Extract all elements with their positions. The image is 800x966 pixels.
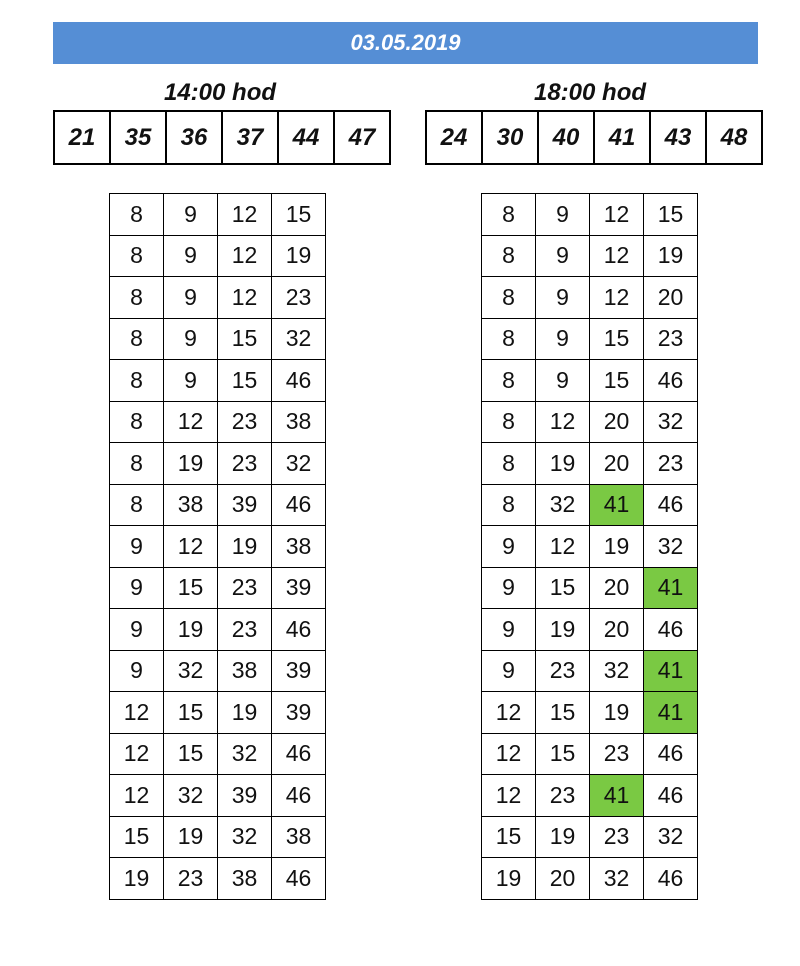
combination-cell: 19 (536, 443, 590, 485)
combination-row (482, 609, 698, 651)
combination-cell: 32 (164, 775, 218, 817)
combination-cell: 9 (482, 650, 536, 692)
drawn-number: 40 (539, 112, 595, 165)
date-banner (53, 22, 758, 64)
combination-cell: 8 (110, 318, 164, 360)
combination-row (482, 484, 698, 526)
combination-cell: 32 (218, 733, 272, 775)
combination-cell: 15 (536, 733, 590, 775)
combination-cell: 38 (272, 526, 326, 568)
combination-cell: 12 (218, 194, 272, 236)
combination-cell: 23 (218, 443, 272, 485)
combination-cell: 9 (164, 235, 218, 277)
combination-cell: 23 (536, 650, 590, 692)
combination-row (482, 526, 698, 568)
combination-cell: 8 (482, 443, 536, 485)
combination-cell: 9 (536, 318, 590, 360)
combination-cell: 20 (590, 609, 644, 651)
combination-cell: 8 (482, 360, 536, 402)
combination-cell: 41 (590, 484, 644, 526)
combination-cell: 19 (644, 235, 698, 277)
combination-row (110, 775, 326, 817)
combination-cell: 39 (272, 567, 326, 609)
combination-cell: 12 (590, 235, 644, 277)
combination-cell: 8 (110, 401, 164, 443)
combination-cell: 38 (272, 816, 326, 858)
combination-cell: 9 (536, 235, 590, 277)
combination-row (110, 194, 326, 236)
combination-cell: 23 (218, 401, 272, 443)
combination-cell: 46 (272, 484, 326, 526)
combination-cell: 23 (644, 443, 698, 485)
combination-row (482, 318, 698, 360)
drawn-number: 47 (335, 112, 391, 165)
combination-cell: 15 (164, 733, 218, 775)
combination-cell: 41 (644, 567, 698, 609)
combination-row (482, 401, 698, 443)
combination-row (482, 650, 698, 692)
combination-cell: 12 (110, 692, 164, 734)
combination-cell: 46 (644, 733, 698, 775)
combination-cell: 15 (164, 567, 218, 609)
combination-cell: 46 (644, 858, 698, 900)
combination-cell: 20 (536, 858, 590, 900)
combination-cell: 9 (536, 360, 590, 402)
combination-cell: 15 (110, 816, 164, 858)
draw-2-numbers (425, 110, 763, 165)
combination-cell: 15 (272, 194, 326, 236)
combination-row (482, 775, 698, 817)
combination-cell: 39 (272, 692, 326, 734)
drawn-number: 24 (427, 112, 483, 165)
combination-row (110, 318, 326, 360)
combination-cell: 9 (164, 318, 218, 360)
combination-cell: 9 (482, 609, 536, 651)
combination-cell: 15 (164, 692, 218, 734)
combination-row (110, 443, 326, 485)
combination-cell: 12 (536, 526, 590, 568)
combination-cell: 38 (218, 650, 272, 692)
combination-cell: 23 (536, 775, 590, 817)
combination-cell: 46 (272, 775, 326, 817)
combination-cell: 32 (644, 401, 698, 443)
combination-cell: 12 (482, 692, 536, 734)
combination-cell: 32 (272, 318, 326, 360)
combination-cell: 46 (272, 858, 326, 900)
combination-cell: 19 (164, 609, 218, 651)
combination-cell: 8 (110, 484, 164, 526)
combination-cell: 20 (644, 277, 698, 319)
combination-row (110, 401, 326, 443)
combination-row (110, 733, 326, 775)
combination-cell: 46 (644, 360, 698, 402)
draw-2-title: 18:00 hod (533, 79, 647, 106)
combination-cell: 46 (644, 609, 698, 651)
combination-cell: 39 (218, 775, 272, 817)
combination-cell: 23 (218, 609, 272, 651)
combination-cell: 41 (644, 650, 698, 692)
combination-row (482, 194, 698, 236)
combination-cell: 15 (590, 318, 644, 360)
draw-1-numbers (53, 110, 391, 165)
combination-row (110, 526, 326, 568)
combination-cell: 46 (272, 609, 326, 651)
combination-cell: 9 (164, 194, 218, 236)
draw-1-combinations-table (109, 193, 326, 900)
draw-1-title: 14:00 hod (163, 79, 277, 106)
combination-row (482, 235, 698, 277)
combination-cell: 9 (110, 609, 164, 651)
combination-cell: 15 (644, 194, 698, 236)
combination-cell: 9 (164, 360, 218, 402)
combination-row (110, 858, 326, 900)
combination-cell: 9 (536, 194, 590, 236)
combination-cell: 12 (110, 775, 164, 817)
combination-cell: 32 (218, 816, 272, 858)
combination-cell: 15 (218, 360, 272, 402)
combination-cell: 20 (590, 401, 644, 443)
combination-cell: 19 (536, 609, 590, 651)
combination-cell: 12 (482, 775, 536, 817)
combination-cell: 19 (590, 692, 644, 734)
combination-cell: 19 (164, 443, 218, 485)
combination-row (110, 609, 326, 651)
combination-row (110, 484, 326, 526)
combination-cell: 38 (218, 858, 272, 900)
combination-cell: 15 (536, 567, 590, 609)
combination-cell: 8 (482, 484, 536, 526)
combination-row (110, 277, 326, 319)
combination-cell: 12 (164, 526, 218, 568)
combination-cell: 8 (482, 401, 536, 443)
combination-cell: 46 (644, 775, 698, 817)
combination-row (482, 277, 698, 319)
combination-cell: 9 (110, 567, 164, 609)
combination-cell: 32 (644, 816, 698, 858)
combination-cell: 41 (590, 775, 644, 817)
combination-cell: 19 (590, 526, 644, 568)
drawn-number: 41 (595, 112, 651, 165)
combination-cell: 39 (218, 484, 272, 526)
combination-cell: 8 (110, 277, 164, 319)
drawn-number: 21 (55, 112, 111, 165)
drawn-number: 30 (483, 112, 539, 165)
drawn-number: 43 (651, 112, 707, 165)
combination-cell: 19 (218, 692, 272, 734)
combination-cell: 12 (110, 733, 164, 775)
combination-cell: 46 (272, 733, 326, 775)
combination-cell: 32 (272, 443, 326, 485)
combination-row (110, 567, 326, 609)
combination-cell: 15 (590, 360, 644, 402)
combination-cell: 12 (590, 277, 644, 319)
combination-row (482, 692, 698, 734)
combination-cell: 32 (590, 650, 644, 692)
combination-row (110, 692, 326, 734)
combination-cell: 15 (218, 318, 272, 360)
drawn-number: 48 (707, 112, 763, 165)
combination-cell: 9 (110, 650, 164, 692)
combination-cell: 9 (536, 277, 590, 319)
combination-cell: 23 (218, 567, 272, 609)
combination-cell: 38 (164, 484, 218, 526)
combination-cell: 9 (482, 526, 536, 568)
combination-cell: 8 (110, 194, 164, 236)
combination-cell: 32 (536, 484, 590, 526)
drawn-number: 36 (167, 112, 223, 165)
combination-cell: 20 (590, 567, 644, 609)
combination-cell: 32 (164, 650, 218, 692)
combination-cell: 39 (272, 650, 326, 692)
combination-cell: 23 (164, 858, 218, 900)
drawn-number: 35 (111, 112, 167, 165)
combination-cell: 20 (590, 443, 644, 485)
drawn-number: 44 (279, 112, 335, 165)
combination-cell: 8 (110, 443, 164, 485)
combination-cell: 8 (110, 360, 164, 402)
combination-row (110, 360, 326, 402)
combination-row (482, 733, 698, 775)
combination-cell: 19 (218, 526, 272, 568)
combination-cell: 32 (590, 858, 644, 900)
combination-cell: 19 (110, 858, 164, 900)
combination-cell: 8 (110, 235, 164, 277)
combination-cell: 8 (482, 277, 536, 319)
combination-row (482, 858, 698, 900)
combination-cell: 32 (644, 526, 698, 568)
combination-row (482, 443, 698, 485)
combination-cell: 23 (272, 277, 326, 319)
combination-cell: 15 (536, 692, 590, 734)
combination-cell: 12 (590, 194, 644, 236)
combination-row (110, 235, 326, 277)
combination-cell: 38 (272, 401, 326, 443)
combination-cell: 15 (482, 816, 536, 858)
combination-cell: 23 (644, 318, 698, 360)
combination-cell: 12 (482, 733, 536, 775)
combination-cell: 19 (164, 816, 218, 858)
combination-row (110, 650, 326, 692)
combination-cell: 12 (218, 277, 272, 319)
combination-cell: 12 (536, 401, 590, 443)
combination-cell: 9 (164, 277, 218, 319)
combination-cell: 8 (482, 194, 536, 236)
combination-cell: 12 (164, 401, 218, 443)
date-label: 03.05.2019 (350, 30, 461, 55)
combination-cell: 8 (482, 318, 536, 360)
draw-2-combinations-table (481, 193, 698, 900)
combination-cell: 41 (644, 692, 698, 734)
combination-cell: 46 (644, 484, 698, 526)
combination-cell: 12 (218, 235, 272, 277)
combination-cell: 9 (110, 526, 164, 568)
combination-cell: 8 (482, 235, 536, 277)
combination-row (110, 816, 326, 858)
combination-cell: 19 (272, 235, 326, 277)
combination-cell: 23 (590, 733, 644, 775)
combination-cell: 19 (482, 858, 536, 900)
combination-row (482, 360, 698, 402)
combination-row (482, 567, 698, 609)
combination-cell: 23 (590, 816, 644, 858)
combination-cell: 9 (482, 567, 536, 609)
combination-row (482, 816, 698, 858)
combination-cell: 46 (272, 360, 326, 402)
combination-cell: 19 (536, 816, 590, 858)
drawn-number: 37 (223, 112, 279, 165)
